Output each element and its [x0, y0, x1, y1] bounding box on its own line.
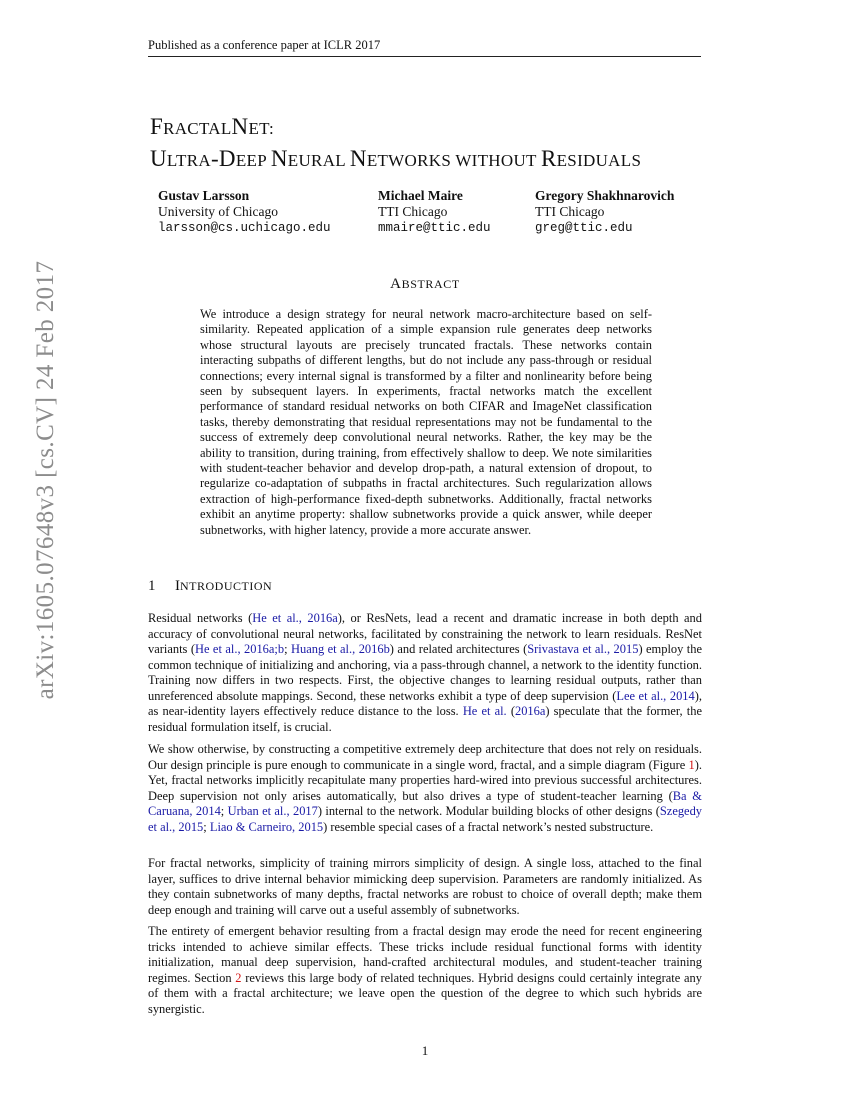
author-block [535, 188, 674, 236]
paragraph: Residual networks (He et al., 2016a), or ResNets, lead a recent and dramatic increase in both depth and accuracy of convolutional neural networks, facilitated by constraining the network to learn residuals. ResNet variants (He et al., 2016a;b; Huang et al., 2016b) and related architectures (Srivastava et al., 2015) employ the common technique of initializing and anchoring, via a pass-through channel, a network to the identity function. Training now differs in two respects. First, the objective changes to learning residual outputs, rather than unreferenced absolute mappings. Second, these networks exhibit a type of deep supervision (Lee et al., 2014), as near-identity layers effectively reduce distance to the loss. He et al. (2016a) speculate that the former, the residual formulation itself, is crucial. [148, 611, 703, 734]
paragraph: We show otherwise, by constructing a competitive extremely deep architecture that does not rely on residuals. Our design principle is pure enough to communicate in a single word, fractal, and a simple diagram (Figure 1). Yet, fractal networks implicitly recapitulate many properties hard-wired into previous successful architectures. Deep supervision not only arises automatically, but also drives a type of student-teacher learning (Ba & Caruana, 2014; Urban et al., 2017) internal to the network. Modular building blocks of other designs (Szegedy et al., 2015; Liao & Carneiro, 2015) resemble special cases of a fractal network’s nested substructure. [148, 742, 703, 834]
abstract-text: We introduce a design strategy for neural network macro-architecture based on self-similarity. Repeated application of a simple expansion rule generates deep networks whose structural layouts are precisely truncated fractals. These networks contain interacting subpaths of different lengths, but do not include any pass-through or residual connections; every internal signal is transformed by a filter and nonlinearity before being seen by subsequent layers. In experiments, fractal networks match the excellent performance of standard residual networks on both CIFAR and ImageNet classification tasks, thereby demonstrating that residual representations may not be fundamental to the success of extremely deep convolutional neural networks. Rather, the key may be the ability to transition, during training, from effectively shallow to deep. We note similarities with student-teacher behavior and develop drop-path, a natural extension of dropout, to regularize co-adaptation of subpaths in fractal architectures. Such regularization allows extraction of high-performance fixed-depth subnetworks. Additionally, fractal networks exhibit an anytime property: shallow subnetworks provide a quick answer, while deeper subnetworks, with higher latency, provide a more accurate answer. [200, 307, 652, 537]
citation-link[interactable]: Srivastava et al., 2015 [527, 642, 639, 656]
author-email: mmaire@ttic.edu [378, 221, 491, 235]
section-reference-link[interactable]: 2 [235, 970, 242, 985]
arxiv-identifier: arXiv:1605.07648v3 [cs.CV] 24 Feb 2017 [32, 260, 59, 700]
citation-link[interactable]: Huang et al., 2016b [291, 642, 390, 656]
section-number: 1 [148, 578, 156, 594]
paragraph: For fractal networks, simplicity of training mirrors simplicity of design. A single loss, attached to the final layer, suffices to drive internal behavior mimicking deep supervision. Parameters are randomly initialized. As they contain subnetworks of many depths, fractal networks are robust to choice of overall depth; make them deep enough and training will carve out a useful assembly of subnetworks. [148, 856, 702, 917]
section-heading: 1 INTRODUCTION [148, 578, 273, 594]
figure-reference-link[interactable]: 1 [688, 757, 695, 772]
author-affiliation: TTI Chicago [378, 204, 448, 219]
abstract-heading: ABSTRACT [390, 276, 460, 292]
citation-link[interactable]: He et al., 2016a [252, 611, 338, 625]
author-email: larsson@cs.uchicago.edu [158, 221, 331, 235]
citation-link[interactable]: Lee et al., 2014 [616, 688, 695, 703]
author-email: greg@ttic.edu [535, 221, 633, 235]
author-affiliation: University of Chicago [158, 204, 278, 219]
header-rule [148, 56, 701, 57]
author-name: Gregory Shakhnarovich [535, 188, 675, 203]
citation-link[interactable]: He et al., 2016a;b [194, 642, 285, 656]
citation-link[interactable]: Ba & Caruana, 2014 [148, 788, 702, 818]
citation-link[interactable]: Liao & Carneiro, 2015 [209, 819, 324, 834]
author-name: Gustav Larsson [158, 188, 250, 203]
author-name: Michael Maire [378, 188, 463, 203]
citation-link[interactable]: He et al. [462, 704, 507, 718]
paragraph: The entirety of emergent behavior resulting from a fractal design may erode the need for recent engineering tricks intended to achieve similar effects. These tricks include residual functional forms with identity initialization, manual deep supervision, hand-crafted architectural modules, and student-teacher training regimes. Section 2 reviews this large body of related techniques. Hybrid designs could certainly integrate any of them with a fractal architecture; we leave open the question of the degree to which such hybrids are synergistic. [148, 924, 702, 1016]
citation-link[interactable]: Szegedy et al., 2015 [148, 804, 703, 834]
title-line-1: FRACTALNET: [150, 114, 275, 139]
author-affiliation: TTI Chicago [535, 204, 605, 219]
citation-link[interactable]: Urban et al., 2017 [227, 804, 318, 818]
running-header: Published as a conference paper at ICLR 2017 [148, 38, 381, 52]
paper-title [150, 112, 641, 176]
author-block [158, 188, 331, 236]
title-line-2: ULTRA-DEEP NEURAL NETWORKS WITHOUT RESIDUALS [150, 146, 642, 171]
author-block [378, 188, 491, 236]
citation-link[interactable]: 2016a [514, 704, 546, 718]
page-number: 1 [421, 1043, 429, 1058]
